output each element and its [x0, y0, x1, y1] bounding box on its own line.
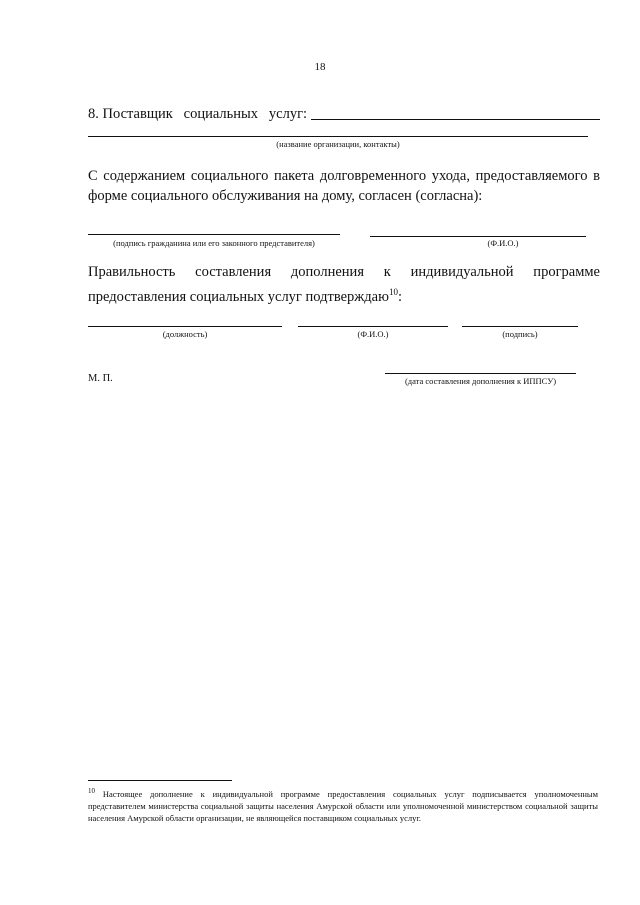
stamp-label: М. П. — [88, 373, 113, 384]
position-line[interactable] — [88, 326, 282, 327]
citizen-fio-caption: (Ф.И.О.) — [487, 238, 519, 248]
position-caption: (должность) — [162, 329, 208, 339]
footnote-number: 10 — [88, 787, 95, 795]
provider-label: 8. Поставщик социальных услуг: — [88, 106, 308, 122]
page-number: 18 — [314, 61, 326, 73]
confirm-paragraph — [88, 262, 600, 307]
consent-text: С содержанием социального пакета долговременного ухода, предоставляемого в форме социального обслуживания на дому, согласен (согласна): — [88, 168, 600, 204]
provider-line[interactable] — [311, 119, 600, 120]
official-fio-caption: (Ф.И.О.) — [357, 329, 389, 339]
provider-line-2[interactable] — [88, 136, 588, 137]
footnote-text: Настоящее дополнение к индивидуальной программе предоставления социальных услуг подписывается уполномоченным представителем министерства социальной защиты населения Амурской области или уполномоченной министерством социальной защиты населения Амурской области организации, не являющейся поставщиком социальных услуг. — [88, 788, 599, 823]
footnote-separator — [88, 780, 232, 781]
official-fio-line[interactable] — [298, 326, 448, 327]
footnote-ref: 10 — [388, 287, 398, 297]
confirm-text: Правильность составления дополнения к индивидуальной программе предоставления социальных услуг подтверждаю — [88, 264, 600, 305]
citizen-signature-line[interactable] — [88, 234, 340, 235]
date-line[interactable] — [385, 373, 576, 374]
footnote — [88, 785, 598, 824]
confirm-colon: : — [397, 288, 402, 305]
date-caption: (дата составления дополнения к ИППСУ) — [404, 376, 557, 386]
citizen-signature-caption: (подпись гражданина или его законного представителя) — [113, 238, 315, 248]
org-caption: (название организации, контакты) — [276, 139, 400, 149]
citizen-fio-line[interactable] — [370, 236, 586, 237]
official-signature-line[interactable] — [462, 326, 578, 327]
official-signature-caption: (подпись) — [502, 329, 538, 339]
